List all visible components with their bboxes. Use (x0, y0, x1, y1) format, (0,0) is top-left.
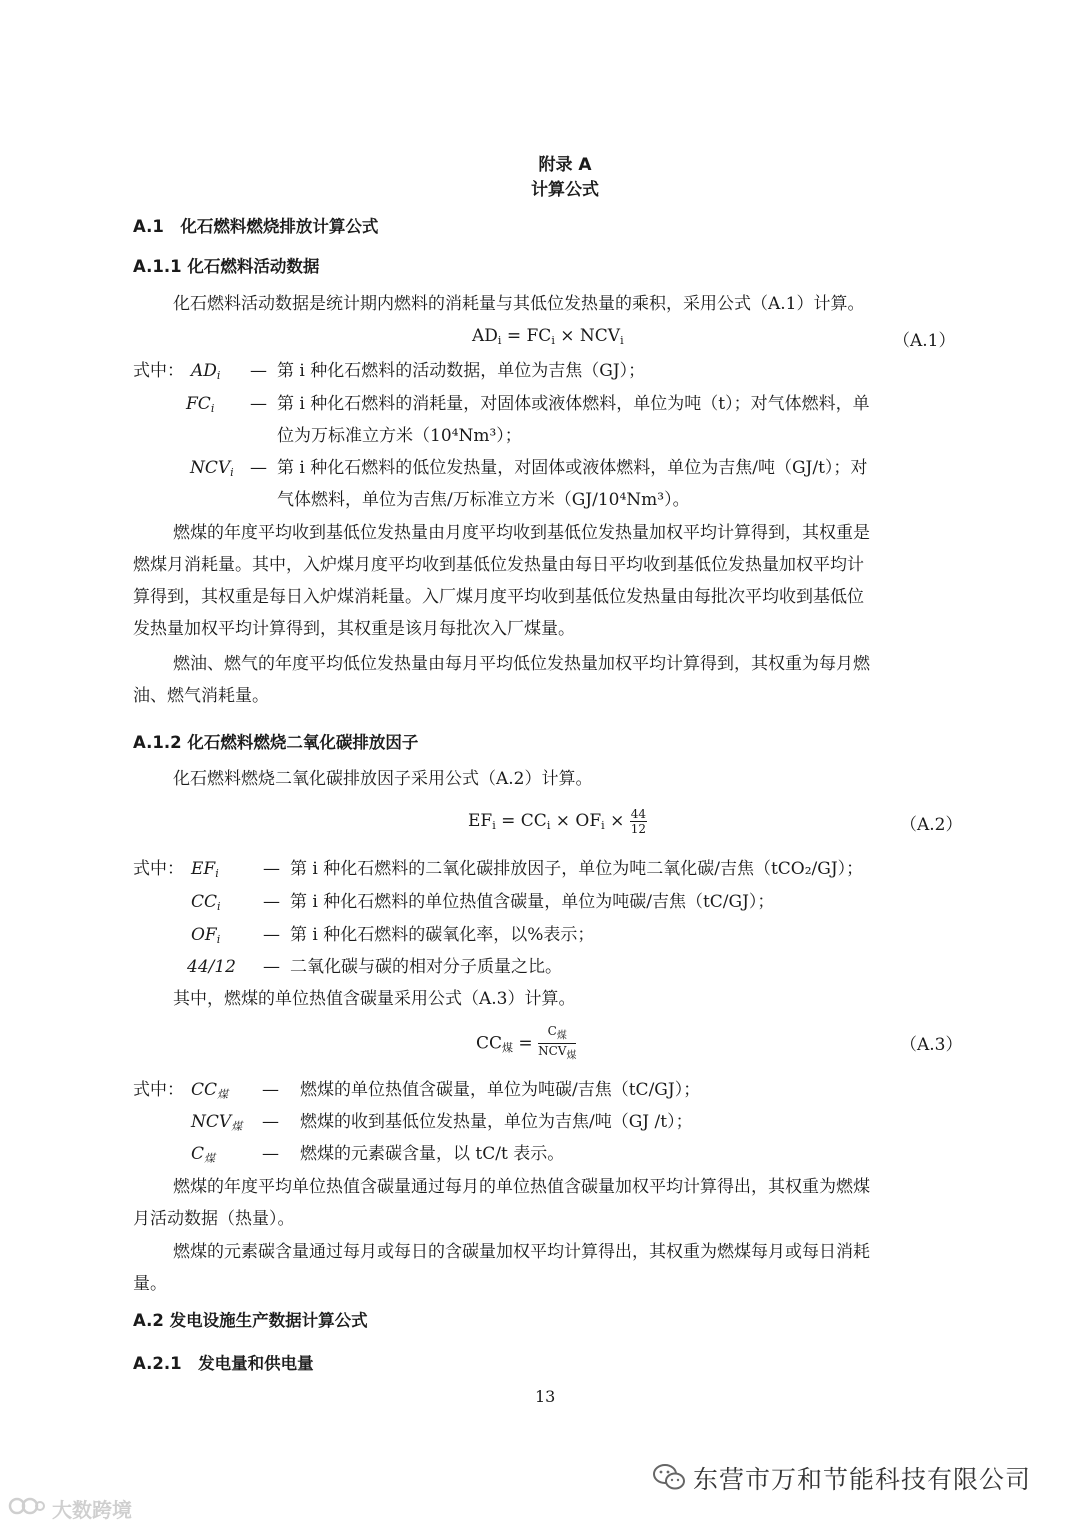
def-dash: — (262, 1112, 279, 1132)
def-text: 第 i 种化石燃料的碳氧化率，以%表示； (290, 925, 595, 945)
paragraph-line: 燃油、燃气的年度平均低位发热量由每月平均低位发热量加权平均计算得到，其权重为每月燃 (173, 654, 870, 674)
def-symbol: 44/12 (187, 957, 236, 977)
def-symbol: $FC_i$ (186, 394, 215, 415)
def-dash: — (263, 925, 280, 945)
watermark-logo-icon (8, 1494, 46, 1522)
def-symbol: $CC_煤$ (191, 1080, 229, 1101)
section-a11-heading: A.1.1 化石燃料活动数据 (133, 257, 320, 276)
def-text-cont: 气体燃料，单位为吉焦/万标准立方米（GJ/10⁴Nm³）。 (277, 490, 690, 510)
def-dash: — (263, 859, 280, 879)
def-text: 燃煤的元素碳含量，以 tC/t 表示。 (300, 1144, 565, 1164)
where-label: 式中： (133, 361, 184, 381)
def-text: 第 i 种化石燃料的单位热值含碳量，单位为吨碳/吉焦（tC/GJ）； (290, 892, 775, 912)
section-a2-heading: A.2 发电设施生产数据计算公式 (133, 1311, 368, 1330)
def-text: 二氧化碳与碳的相对分子质量之比。 (290, 957, 562, 977)
def-dash: — (262, 1080, 279, 1100)
appendix-title: 计算公式 (531, 180, 599, 200)
def-symbol: $OF_i$ (191, 925, 221, 946)
paragraph-line: 燃煤的元素碳含量通过每月或每日的含碳量加权平均计算得出，其权重为燃煤每月或每日消耗 (173, 1242, 870, 1262)
def-symbol: $AD_i$ (191, 361, 221, 382)
def-dash: — (250, 458, 267, 478)
paragraph-line: 算得到，其权重是每日入炉煤消耗量。入厂煤月度平均收到基低位发热量由每批次平均收到基低位 (133, 587, 864, 607)
def-dash: — (263, 957, 280, 977)
def-symbol: $CC_i$ (191, 892, 221, 913)
page-number: 13 (535, 1387, 556, 1406)
equation-a2: $EF_i = CC_i \times OF_i$ × $\frac{44}{12}$ (468, 807, 647, 836)
paragraph-line: 月活动数据（热量）。 (133, 1209, 295, 1229)
equation-a1: $AD_i = FC_i \times NCV_i$ (472, 326, 624, 347)
def-symbol: $NCV_i$ (190, 458, 234, 479)
footer-brand: 东营市万和节能科技有限公司 (693, 1465, 1032, 1494)
def-dash: — (250, 394, 267, 414)
a12-intro2: 其中，燃煤的单位热值含碳量采用公式（A.3）计算。 (173, 989, 576, 1009)
paragraph-line: 燃煤月消耗量。其中，入炉煤月度平均收到基低位发热量由每日平均收到基低位发热量加权平均计 (133, 555, 864, 575)
paragraph-line: 油、燃气消耗量。 (133, 686, 269, 706)
def-dash: — (250, 361, 267, 381)
equation-a3: $CC_煤$ = $\frac{C_煤}{NCV_煤}$ (476, 1024, 577, 1062)
where-label: 式中： (133, 859, 184, 879)
where-label: 式中： (133, 1080, 184, 1100)
a11-intro: 化石燃料活动数据是统计期内燃料的消耗量与其低位发热量的乘积，采用公式（A.1）计算。 (173, 294, 865, 314)
section-a1-heading: A.1 化石燃料燃烧排放计算公式 (133, 217, 379, 236)
def-symbol: $C_煤$ (191, 1144, 216, 1165)
def-text: 第 i 种化石燃料的消耗量，对固体或液体燃料，单位为吨（t）；对气体燃料，单 (277, 394, 870, 414)
paragraph-line: 燃煤的年度平均收到基低位发热量由月度平均收到基低位发热量加权平均计算得到，其权重是 (173, 523, 870, 543)
section-a12-heading: A.1.2 化石燃料燃烧二氧化碳排放因子 (133, 733, 419, 752)
def-symbol: $EF_i$ (191, 859, 219, 880)
section-a21-heading: A.2.1 发电量和供电量 (133, 1354, 314, 1373)
equation-a2-number: （A.2） (900, 815, 963, 835)
fraction-44-12: $\frac{44}{12}$ (630, 807, 647, 836)
def-text: 燃煤的收到基低位发热量，单位为吉焦/吨（GJ /t）； (300, 1112, 693, 1132)
fraction-c-ncv: $\frac{C_煤}{NCV_煤}$ (538, 1024, 577, 1062)
def-symbol: $NCV_煤$ (191, 1112, 243, 1133)
equation-a1-number: （A.1） (893, 331, 956, 351)
def-text: 第 i 种化石燃料的活动数据，单位为吉焦（GJ）； (277, 361, 646, 381)
def-dash: — (262, 1144, 279, 1164)
def-text-cont: 位为万标准立方米（10⁴Nm³）； (277, 426, 522, 446)
appendix-label: 附录 A (538, 155, 592, 175)
equation-a3-number: （A.3） (900, 1035, 963, 1055)
def-text: 第 i 种化石燃料的低位发热量，对固体或液体燃料，单位为吉焦/吨（GJ/t）；对 (277, 458, 868, 478)
paragraph-line: 燃煤的年度平均单位热值含碳量通过每月的单位热值含碳量加权平均计算得出，其权重为燃煤 (173, 1177, 870, 1197)
wechat-icon (651, 1462, 687, 1496)
paragraph-line: 量。 (133, 1274, 167, 1294)
def-text: 燃煤的单位热值含碳量，单位为吨碳/吉焦（tC/GJ）； (300, 1080, 701, 1100)
a12-intro: 化石燃料燃烧二氧化碳排放因子采用公式（A.2）计算。 (173, 769, 593, 789)
watermark-text: 大数跨境 (52, 1498, 132, 1522)
def-text: 第 i 种化石燃料的二氧化碳排放因子，单位为吨二氧化碳/吉焦（tCO₂/GJ）； (290, 859, 864, 879)
paragraph-line: 发热量加权平均计算得到，其权重是该月每批次入厂煤量。 (133, 619, 575, 639)
def-dash: — (263, 892, 280, 912)
